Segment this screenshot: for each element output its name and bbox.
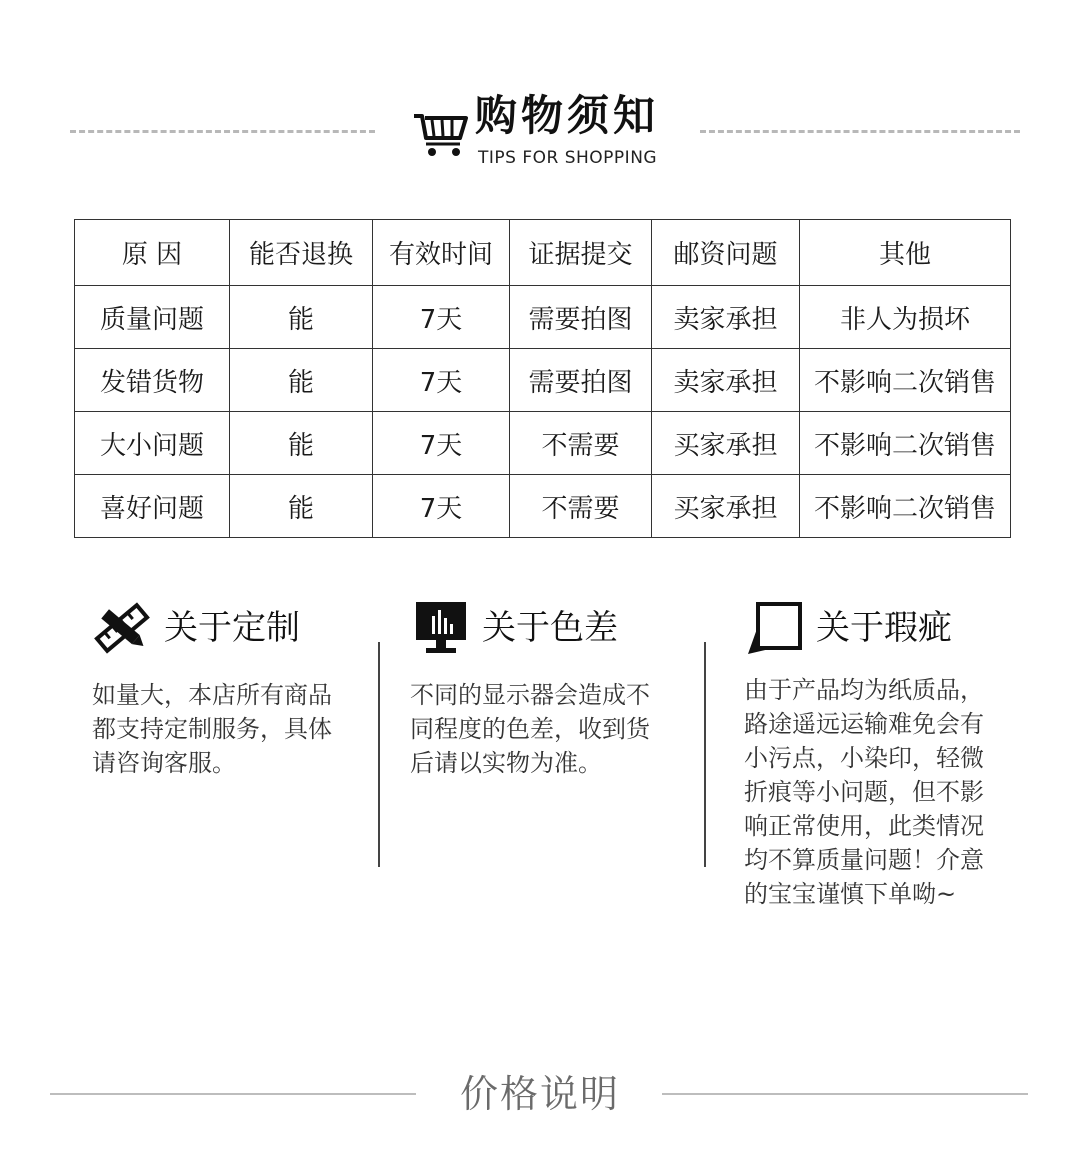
note-line: 如量大，本店所有商品: [92, 681, 332, 709]
note-line: 小污点，小染印，轻微: [744, 744, 984, 772]
table-cell: 质量问题: [75, 286, 230, 349]
table-row: [75, 349, 1011, 412]
column-divider: [378, 642, 380, 867]
header-valid-time: 有效时间: [373, 220, 510, 286]
table-cell: 非人为损坏: [800, 286, 1011, 349]
header-returnable: 能否退换: [230, 220, 373, 286]
page-title: 购物须知: [475, 91, 660, 140]
note-line: 的宝宝谨慎下单呦~: [744, 880, 957, 908]
table-cell: 不影响二次销售: [800, 412, 1011, 475]
table-cell: 不影响二次销售: [800, 475, 1011, 538]
table-row: [75, 286, 1011, 349]
note-line: 由于产品均为纸质品，: [744, 676, 984, 704]
shopping-cart-icon: [412, 108, 468, 158]
header-evidence: 证据提交: [510, 220, 652, 286]
table-cell: 7天: [373, 349, 510, 412]
return-policy-table: [74, 219, 1011, 538]
table-row: [75, 412, 1011, 475]
note-color-difference-title: 关于色差: [482, 608, 618, 648]
note-line: 不同的显示器会造成不: [410, 681, 650, 709]
header-other: 其他: [800, 220, 1011, 286]
table-cell: 不影响二次销售: [800, 349, 1011, 412]
table-cell: 需要拍图: [510, 286, 652, 349]
note-customization-text: [92, 678, 332, 780]
table-cell: 卖家承担: [652, 286, 800, 349]
table-cell: 发错货物: [75, 349, 230, 412]
table-cell: 7天: [373, 286, 510, 349]
table-header-row: [75, 220, 1011, 286]
pencil-ruler-icon: [92, 598, 152, 658]
table-cell: 买家承担: [652, 412, 800, 475]
note-line: 路途遥远运输难免会有: [744, 710, 984, 738]
page-subtitle: TIPS FOR SHOPPING: [478, 148, 658, 168]
note-line: 均不算质量问题！介意: [744, 846, 984, 874]
table-cell: 7天: [373, 412, 510, 475]
table-cell: 大小问题: [75, 412, 230, 475]
note-line: 后请以实物为准。: [410, 749, 602, 777]
table-cell: 能: [230, 412, 373, 475]
table-cell: 能: [230, 475, 373, 538]
note-flaws-title: 关于瑕疵: [816, 608, 952, 648]
header-dashed-line-right: [700, 130, 1020, 133]
monitor-icon: [410, 598, 470, 658]
header-postage: 邮资问题: [652, 220, 800, 286]
table-cell: 能: [230, 349, 373, 412]
table-row: [75, 475, 1011, 538]
note-line: 都支持定制服务，具体: [92, 715, 332, 743]
table-cell: 卖家承担: [652, 349, 800, 412]
table-cell: 不需要: [510, 412, 652, 475]
page-header: [0, 80, 1080, 190]
column-divider: [704, 642, 706, 867]
note-line: 请咨询客服。: [92, 749, 236, 777]
table-cell: 买家承担: [652, 475, 800, 538]
table-cell: 不需要: [510, 475, 652, 538]
note-line: 同程度的色差，收到货: [410, 715, 650, 743]
header-dashed-line-left: [70, 130, 375, 133]
folded-paper-icon: [744, 598, 804, 658]
table-cell: 需要拍图: [510, 349, 652, 412]
footer-line-right: [662, 1093, 1028, 1095]
note-flaws-text: [744, 673, 984, 911]
note-customization-title: 关于定制: [164, 608, 300, 648]
note-line: 响正常使用，此类情况: [744, 812, 984, 840]
table-cell: 喜好问题: [75, 475, 230, 538]
note-color-difference-text: [410, 678, 650, 780]
header-reason: 原 因: [75, 220, 230, 286]
table-cell: 能: [230, 286, 373, 349]
table-cell: 7天: [373, 475, 510, 538]
note-line: 折痕等小问题，但不影: [744, 778, 984, 806]
footer-title: 价格说明: [459, 1072, 620, 1116]
